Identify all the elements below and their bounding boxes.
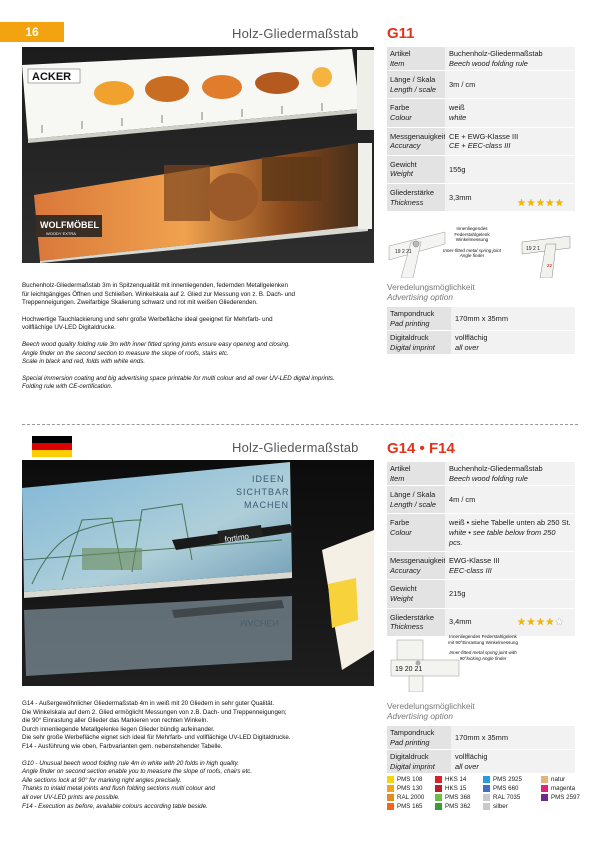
spec-value: CE + EWG-Klasse III xyxy=(449,131,519,141)
spec-value-en: Beech wood folding rule xyxy=(449,58,528,68)
advertising-table-g14 xyxy=(387,726,575,774)
desc-en-line: G10 - Unusual beech wood folding rule 4m in white with 20 folds in high quality. xyxy=(22,759,239,767)
spec-label: Digitaldruck xyxy=(390,333,429,343)
detail-caption xyxy=(440,226,504,259)
advertising-title-en: Advertising option xyxy=(387,710,453,721)
advertising-option-title xyxy=(387,702,475,721)
detail-caption-de: Innenliegendes Federstahlgelenk mit 90°Einrastung Winkelmessung xyxy=(448,634,519,645)
brand-top-text: ACKER xyxy=(32,71,72,83)
color-swatch-label: PMS 165 xyxy=(397,803,423,810)
spec-value: 155g xyxy=(449,164,466,174)
spec-label: Tampondruck xyxy=(390,728,435,737)
color-swatch xyxy=(483,803,490,810)
color-swatch-label: PMS 2925 xyxy=(493,776,522,783)
spec-label: Messgenauigkeit xyxy=(390,131,446,141)
svg-text:19 2 1: 19 2 1 xyxy=(526,246,540,252)
color-swatch-table xyxy=(387,776,580,810)
desc-en-line: Special immersion coating and big advertising space printable for multi colour and all over UV-LED digital imprints. xyxy=(22,374,335,382)
star-icon: ★ xyxy=(554,198,565,209)
pen-brand-text: fortimo xyxy=(224,531,250,545)
desc-en-line: Alle sections lock at 90° for marking right angles precisely. xyxy=(22,776,182,784)
spec-value: vollflächig xyxy=(455,333,488,343)
color-swatch-item xyxy=(483,803,541,810)
color-swatch-item xyxy=(541,785,581,792)
color-swatch-item xyxy=(387,785,435,792)
color-swatch xyxy=(541,776,548,783)
desc-de-line: Durch innenliegende Metallgelenke liegen Glieder bündig aufeinander. xyxy=(22,725,215,733)
spec-label-en: Length / scale xyxy=(390,84,437,94)
advertising-row-digital xyxy=(387,750,575,774)
desc-de-line: Treppenneigungen. Zweifarbige Skalierung schwarz und rot mit weißen Gliederenden. xyxy=(22,299,258,307)
color-swatch-label: PMS 362 xyxy=(445,803,471,810)
color-swatch-item xyxy=(483,794,541,801)
advertising-title-de: Veredelungsmöglichkeit xyxy=(387,701,475,711)
product-code: G14 • F14 xyxy=(387,440,455,457)
spec-value-en: EEC-class III xyxy=(449,565,492,575)
color-swatch-label: RAL 2000 xyxy=(397,794,425,801)
spec-value: 170mm x 35mm xyxy=(455,313,508,323)
color-swatch-item xyxy=(387,794,435,801)
color-swatch-label: natur xyxy=(551,776,566,783)
desc-de-line: vollflächige UV-LED Digitaldrucke. xyxy=(22,324,116,332)
color-swatch xyxy=(387,803,394,810)
color-swatch xyxy=(541,794,548,801)
spec-label: Länge / Skala xyxy=(390,75,436,85)
spec-table-g14 xyxy=(387,462,575,637)
spec-label: Länge / Skala xyxy=(390,490,436,500)
desc-de-line: Die sehr große Werbefläche eignet sich ideal für Mehrfarb- und vollflächige UV-LED Digitaldrucke. xyxy=(22,734,291,742)
desc-de-line: die 90° Einrastung aller Glieder das Markieren von rechten Winkeln. xyxy=(22,717,209,725)
product-photo-g14 xyxy=(22,460,374,686)
color-swatch-item xyxy=(387,803,435,810)
spec-label-en: Thickness xyxy=(390,622,424,632)
color-swatch-item xyxy=(483,776,541,783)
desc-en-line: all over UV-LED prints are possible. xyxy=(22,793,120,801)
detail-caption-en: Inner-fitted metal spring joint with 90°locking Angle finder xyxy=(449,650,517,661)
headline-machen: MACHEN xyxy=(244,500,290,510)
detail-caption-de: Innenliegendes Federstahlgelenk Winkelmessung xyxy=(454,226,490,243)
spec-value: 3m / cm xyxy=(449,79,476,89)
spec-label-en: Weight xyxy=(390,593,413,603)
svg-text:19 2 21: 19 2 21 xyxy=(395,249,412,255)
star-icon: ★ xyxy=(545,198,555,209)
spec-value-en: all over xyxy=(455,342,479,352)
advertising-title-en: Advertising option xyxy=(387,291,453,302)
headline-sichtbar: SICHTBAR xyxy=(236,487,290,497)
spec-row-item xyxy=(387,462,575,486)
spec-label: Gliederstärke xyxy=(390,187,434,197)
spec-label-en: Digital imprint xyxy=(390,342,435,352)
spec-label-en: Colour xyxy=(390,112,412,122)
color-swatch-item xyxy=(541,794,581,801)
color-swatch xyxy=(483,776,490,783)
spec-label: Tampondruck xyxy=(390,309,435,318)
spec-label: Gewicht xyxy=(390,584,417,594)
spec-label-en: Accuracy xyxy=(390,565,421,575)
spec-label: Farbe xyxy=(390,103,410,113)
star-icon: ★ xyxy=(526,198,536,209)
color-swatch-item xyxy=(483,785,541,792)
star-icon: ★ xyxy=(535,198,546,209)
spec-row-item xyxy=(387,47,575,71)
svg-text:MACHEN: MACHEN xyxy=(240,618,280,628)
desc-en-line: Angle finder on second section enable you to measure the slope of roofs, chairs etc. xyxy=(22,768,253,776)
color-swatch-label: magenta xyxy=(551,785,576,792)
advertising-table-g11 xyxy=(387,307,575,355)
headline-ideen: IDEEN xyxy=(252,474,285,484)
spec-value: 170mm x 35mm xyxy=(455,732,508,742)
spec-label-en: Pad printing xyxy=(390,737,430,747)
spec-row-length xyxy=(387,71,575,99)
color-swatch-item xyxy=(435,794,483,801)
color-swatch-label: PMS 660 xyxy=(493,785,519,792)
spec-value: 215g xyxy=(449,589,466,599)
spec-row-weight xyxy=(387,156,575,184)
spec-value-en: all over xyxy=(455,761,479,771)
detail-caption xyxy=(448,634,518,661)
spec-label-en: Thickness xyxy=(390,197,424,207)
section-title: Holz-Gliedermaßstab xyxy=(232,26,359,41)
desc-en-line: Thanks to inlaid metal joints and flush folding sections multi colour and xyxy=(22,785,215,793)
spec-label: Digitaldruck xyxy=(390,752,429,762)
star-icon: ★ xyxy=(535,617,546,628)
spec-row-length xyxy=(387,486,575,514)
advertising-title-de: Veredelungsmöglichkeit xyxy=(387,282,475,292)
color-swatch-item xyxy=(435,785,483,792)
desc-de-line: F14 - Ausführung wie oben, Farbvarianten gem. nebenstehender Tabelle. xyxy=(22,742,223,750)
star-icon: ★ xyxy=(517,617,527,628)
svg-text:19 20 21: 19 20 21 xyxy=(395,666,423,673)
star-icon: ★ xyxy=(517,198,527,209)
advertising-row-pad xyxy=(387,726,575,750)
color-swatch xyxy=(435,785,442,792)
star-empty-icon: ★ xyxy=(554,617,565,628)
spec-value-en: CE + EEC-class III xyxy=(449,141,511,151)
detail-photo-joint xyxy=(387,220,447,278)
advertising-row-digital xyxy=(387,331,575,355)
spec-value-en: Beech wood folding rule xyxy=(449,473,528,483)
color-swatch xyxy=(483,785,490,792)
color-swatch xyxy=(387,776,394,783)
spec-value: 4m / cm xyxy=(449,494,476,504)
spec-label: Farbe xyxy=(390,518,410,528)
spec-label-en: Length / scale xyxy=(390,499,437,509)
german-flag-icon xyxy=(32,436,72,457)
detail-caption-en: Inner-fitted metal spring joint Angle finder xyxy=(443,247,501,259)
spec-value: weiß • siehe Tabelle unten ab 250 St. xyxy=(449,518,571,528)
spec-table-g11 xyxy=(387,47,575,212)
spec-label-en: Accuracy xyxy=(390,141,421,151)
color-swatch xyxy=(387,785,394,792)
color-swatch-label: HKS 14 xyxy=(445,776,467,783)
desc-de-line: Buchenholz-Gliedermaßstab 3m in Spitzenqualität mit innenliegenden, federnden Metallgelenken xyxy=(22,282,288,289)
desc-en-line: Beech wood quality folding rule 3m with inner fitted spring joints ensure easy opening and closing. xyxy=(22,340,290,348)
section-divider xyxy=(22,424,578,425)
color-swatch-label: silber xyxy=(493,803,508,810)
desc-en-line: Folding rule with CE-certification. xyxy=(22,383,113,391)
spec-label: Gewicht xyxy=(390,159,417,169)
spec-value: weiß xyxy=(449,103,465,113)
spec-row-colour xyxy=(387,99,575,127)
color-swatch-item xyxy=(435,803,483,810)
spec-row-accuracy xyxy=(387,552,575,580)
spec-value: Buchenholz-Gliedermaßstab xyxy=(449,49,543,58)
spec-label-en: Item xyxy=(390,473,405,483)
advertising-option-title xyxy=(387,283,475,302)
rating-stars xyxy=(517,198,564,209)
description-g11 xyxy=(22,282,372,392)
spec-value: EWG-Klasse III xyxy=(449,556,500,566)
detail-photo-angle xyxy=(516,222,576,278)
spec-label-en: Weight xyxy=(390,169,413,179)
brand-bottom-text: WOLFMÖBEL xyxy=(40,220,99,230)
product-photo-g11 xyxy=(22,47,374,263)
product-code: G11 xyxy=(387,25,415,42)
spec-value: vollflächig xyxy=(455,752,488,762)
spec-value: 3,3mm xyxy=(449,192,472,202)
desc-de-line: Die Winkelskala auf dem 2. Glied ermöglicht Messungen von z.B. Dach- und Treppenneigungen; xyxy=(22,708,287,716)
color-swatch xyxy=(435,776,442,783)
color-swatch-label: RAL 7035 xyxy=(493,794,521,801)
color-swatch-label: HKS 15 xyxy=(445,785,467,792)
svg-text:22: 22 xyxy=(547,263,553,268)
spec-value-en: white xyxy=(449,112,467,122)
spec-value-en: white • see table below from 250 pcs. xyxy=(449,527,556,547)
page-number: 16 xyxy=(0,22,64,42)
spec-row-weight xyxy=(387,580,575,608)
color-swatch-item xyxy=(435,776,483,783)
spec-label-en: Item xyxy=(390,58,405,68)
desc-en-line: Angle finder on the second section to measure the slope of roofs, stairs etc. xyxy=(22,349,229,357)
rating-stars xyxy=(517,617,564,628)
section-title: Holz-Gliedermaßstab xyxy=(232,440,359,455)
desc-en-line: F14 - Execution as before, available colours according table beside. xyxy=(22,802,208,810)
star-icon: ★ xyxy=(526,617,536,628)
spec-label-en: Digital imprint xyxy=(390,761,435,771)
desc-de-line: G14 - Außergewöhnlicher Gliedermaßstab 4m in weiß mit 20 Gliedern in sehr guter Qualität. xyxy=(22,700,275,707)
color-swatch-label: PMS 130 xyxy=(397,785,423,792)
spec-value: Buchenholz-Gliedermaßstab xyxy=(449,464,543,473)
spec-label: Messgenauigkeit xyxy=(390,556,446,566)
color-swatch xyxy=(387,794,394,801)
brand-bottom-subtext: WOODY EXTRA xyxy=(46,231,76,236)
desc-en-line: Scale in black and red, folds with white ends. xyxy=(22,358,146,366)
desc-de-line: für leichtgängiges Öffnen und Schließen. Winkelskala auf 2. Glied zur Messung von z. B. Dach- und xyxy=(22,290,295,298)
spec-row-accuracy xyxy=(387,128,575,156)
color-swatch-label: PMS 2597 xyxy=(551,794,580,801)
color-swatch xyxy=(435,794,442,801)
color-swatch xyxy=(483,794,490,801)
star-icon: ★ xyxy=(545,617,555,628)
spec-row-colour xyxy=(387,514,575,552)
spec-label-en: Pad printing xyxy=(390,318,430,328)
color-swatch-label: PMS 108 xyxy=(397,776,423,783)
color-swatch-item xyxy=(541,776,581,783)
advertising-row-pad xyxy=(387,307,575,331)
description-g14 xyxy=(22,700,372,811)
spec-label: Gliederstärke xyxy=(390,612,434,622)
color-swatch xyxy=(541,785,548,792)
spec-label: Artikel xyxy=(390,464,411,473)
color-swatch-label: PMS 368 xyxy=(445,794,471,801)
color-swatch-item xyxy=(387,776,435,783)
spec-value: 3,4mm xyxy=(449,617,472,627)
color-swatch xyxy=(435,803,442,810)
spec-label: Artikel xyxy=(390,49,411,58)
spec-label-en: Colour xyxy=(390,527,412,537)
desc-de-line: Hochwertige Tauchlackierung und sehr große Werbefläche ideal geeignet für Mehrfarb- und xyxy=(22,315,273,323)
